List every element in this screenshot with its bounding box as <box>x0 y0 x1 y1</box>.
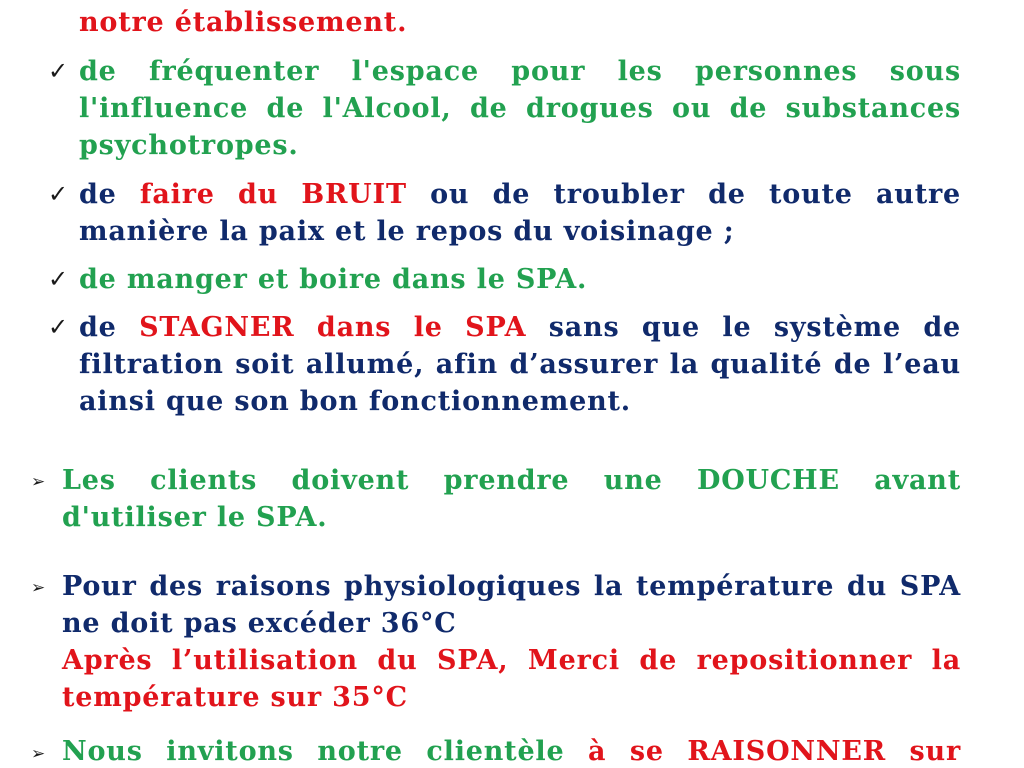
notice-temperature-text: Pour des raisons physiologiques la température du SPA ne doit pas excéder 36°C <box>62 571 961 639</box>
rule-item-alcohol <box>79 53 961 164</box>
rule-item-noise-part1: de <box>79 179 140 210</box>
check-icon: ✓ <box>48 265 69 293</box>
notice-shower <box>62 462 961 536</box>
rule-item-noise-highlight: faire du BRUIT <box>139 179 407 210</box>
rule-item-filtration-part1: de <box>79 312 140 343</box>
notice-reset-temperature <box>62 642 961 716</box>
rule-item-noise <box>79 176 961 250</box>
notice-reset-temperature-text: Après l’utilisation du SPA, Merci de repositionner la température sur 35°C <box>62 645 961 713</box>
notice-reason-part1: Nous invitons notre clientèle <box>62 736 589 767</box>
rule-item-alcohol-text: de fréquenter l'espace pour les personnes sous l'influence de l'Alcool, de drogues ou de substances psychotropes. <box>79 56 961 161</box>
rule-item-food <box>79 261 961 298</box>
check-icon: ✓ <box>48 57 69 85</box>
notice-temperature <box>62 568 961 642</box>
rule-item-filtration-highlight: STAGNER dans le SPA <box>139 312 527 343</box>
rule-item-food-text: de manger et boire dans le SPA. <box>79 264 588 295</box>
notice-reason <box>62 733 961 768</box>
arrow-bullet-icon: ➢ <box>31 744 47 764</box>
top-fragment <box>79 4 961 41</box>
check-icon: ✓ <box>48 313 69 341</box>
arrow-bullet-icon: ➢ <box>31 578 47 598</box>
notice-shower-text: Les clients doivent prendre une DOUCHE avant d'utiliser le SPA. <box>62 465 961 533</box>
arrow-bullet-icon: ➢ <box>31 472 47 492</box>
rule-item-filtration-part2: sans que le système de filtration soit allumé, afin d’assurer la qualité de l’eau ainsi que son bon fonctionnement. <box>79 312 962 417</box>
top-fragment-text: notre établissement. <box>79 7 408 38</box>
check-icon: ✓ <box>48 180 69 208</box>
rule-item-noise-part2: ou de troubler de toute autre manière la paix et le repos du voisinage ; <box>79 179 962 247</box>
notice-reason-highlight: à se RAISONNER sur <box>588 736 961 767</box>
rule-item-filtration <box>79 309 961 420</box>
